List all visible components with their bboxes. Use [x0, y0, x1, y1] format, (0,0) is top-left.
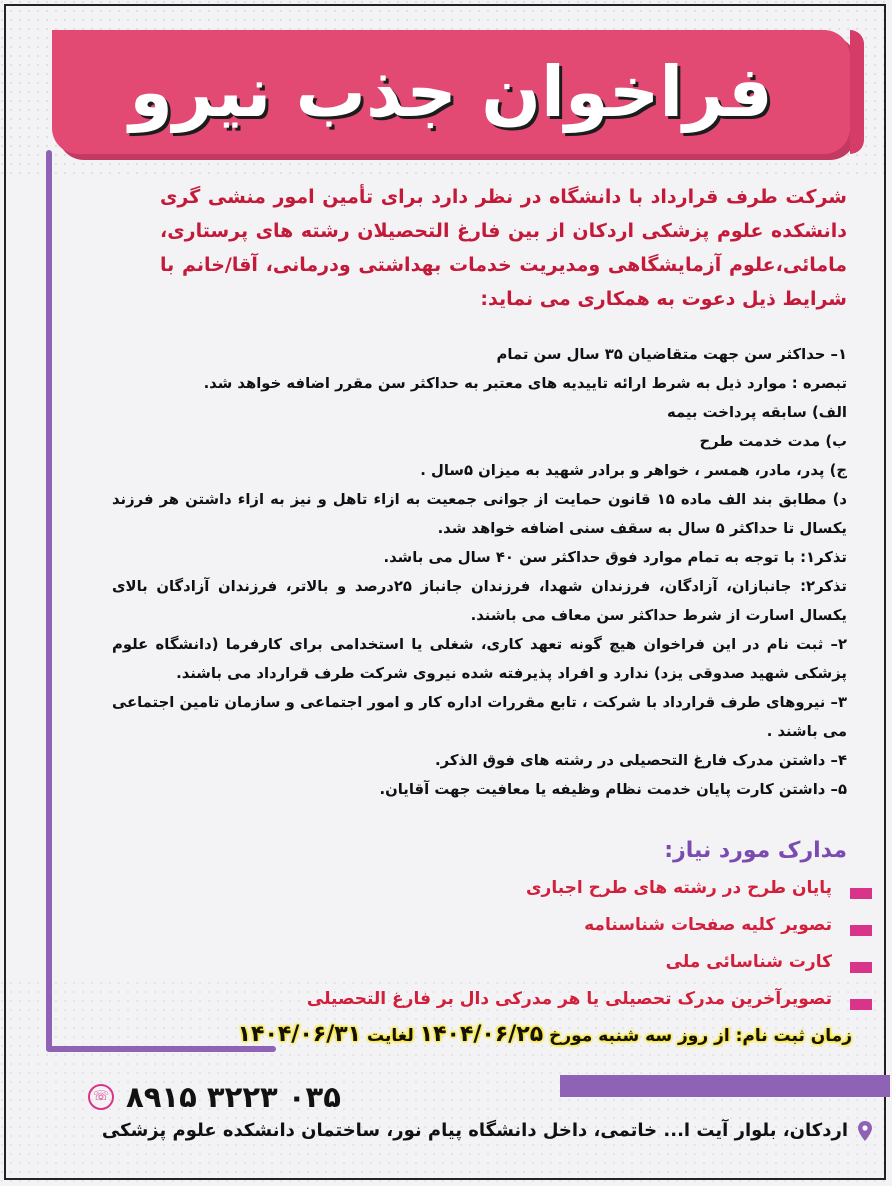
registration-until: لغایت — [367, 1026, 414, 1046]
document-label: تصویر کلیه صفحات شناسنامه — [584, 915, 832, 935]
documents-list — [280, 876, 872, 1024]
condition-item: تبصره : موارد ذیل به شرط ارائه تاییدیه های معتبر به حداکثر سن مقرر اضافه خواهد شد. — [203, 375, 847, 392]
condition-item: الف) سابقه پرداخت بیمه — [667, 404, 847, 421]
phone-number: ۰۳۵ ۳۲۲۳ ۸۹۱۵ — [126, 1080, 341, 1114]
document-label: کارت شناسائی ملی — [665, 952, 832, 972]
condition-item: ۵– داشتن کارت پایان خدمت نظام وظیفه یا معافیت جهت آقایان. — [379, 781, 847, 798]
condition-item: ۲– ثبت نام در این فراخوان هیچ گونه تعهد کاری، شغلی یا استخدامی برای کارفرما (دانشگاه علوم پزشکی شهید صدوقی یزد) ندارد و افراد پذیرفته شده نیروی شرکت طرف قرارداد می باشند. — [112, 636, 847, 682]
document-label: پایان طرح در رشته های طرح اجباری — [525, 878, 832, 898]
document-item — [280, 950, 872, 987]
phone-row — [88, 1080, 341, 1114]
address-text: اردکان، بلوار آیت ا... خاتمی، داخل دانشگاه پیام نور، ساختمان دانشکده علوم پزشکی — [101, 1120, 848, 1141]
document-label: تصویرآخرین مدرک تحصیلی یا هر مدرکی دال بر فارغ التحصیلی — [306, 989, 832, 1009]
intro-paragraph: شرکت طرف قرارداد با دانشگاه در نظر دارد برای تأمین امور منشی گری دانشکده علوم پزشکی اردکان از بین فارغ التحصیلان رشته های پرستاری، مامائی،علوم آزمایشگاهی ومدیریت خدمات بهداشتی ودرمانی، آقا/خانم با شرایط ذیل دعوت به همکاری می نماید: — [160, 186, 847, 310]
condition-item: ۱– حداکثر سن جهت متقاضیان ۳۵ سال سن تمام — [496, 346, 847, 363]
document-item — [280, 987, 872, 1024]
registration-end-date: ۱۴۰۴/۰۶/۳۱ — [237, 1022, 362, 1047]
condition-item: ب) مدت خدمت طرح — [699, 433, 847, 450]
documents-heading: مدارک مورد نیاز: — [664, 838, 847, 863]
bullet-marker — [850, 962, 872, 973]
document-item — [280, 876, 872, 913]
address-row — [80, 1120, 872, 1141]
conditions-list — [112, 340, 847, 804]
condition-item: ج) پدر، مادر، همسر ، خواهر و برادر شهید به میزان ۵سال . — [420, 462, 847, 479]
condition-item: تذکر۲: جانبازان، آزادگان، فرزندان شهدا، فرزندان جانباز ۲۵درصد و بالاتر، فرزندان آزادگان بالای یکسال اسارت از شرط حداکثر سن معاف می باشند. — [112, 578, 847, 624]
phone-icon: ☏ — [88, 1084, 114, 1110]
registration-start-date: ۱۴۰۴/۰۶/۲۵ — [419, 1022, 544, 1047]
condition-item: ۴– داشتن مدرک فارغ التحصیلی در رشته های فوق الذکر. — [435, 752, 847, 769]
condition-item: د) مطابق بند الف ماده ۱۵ قانون حمایت از جوانی جمعیت به ازاء تاهل و نیز به ازاء داشتن هر فرزند یکسال تا حداکثر ۵ سال به سقف سنی اضافه خواهد شد. — [112, 491, 847, 537]
condition-item: ۳– نیروهای طرف قرارداد با شرکت ، تابع مقررات اداره کار و امور اجتماعی و سازمان تامین اجتماعی می باشند . — [112, 694, 847, 740]
bullet-marker — [850, 888, 872, 899]
decorative-bar — [560, 1075, 890, 1097]
location-pin-icon — [858, 1121, 872, 1141]
decorative-side-line — [46, 150, 52, 1050]
document-item — [280, 913, 872, 950]
page-title: فراخوان جذب نیرو — [129, 51, 773, 133]
registration-period — [118, 1022, 852, 1047]
bullet-marker — [850, 999, 872, 1010]
condition-item: تذکر۱: با توجه به تمام موارد فوق حداکثر سن ۴۰ سال می باشد. — [383, 549, 847, 566]
registration-label: زمان ثبت نام: از روز سه شنبه مورخ — [549, 1026, 852, 1046]
title-banner — [52, 30, 850, 154]
bullet-marker — [850, 925, 872, 936]
